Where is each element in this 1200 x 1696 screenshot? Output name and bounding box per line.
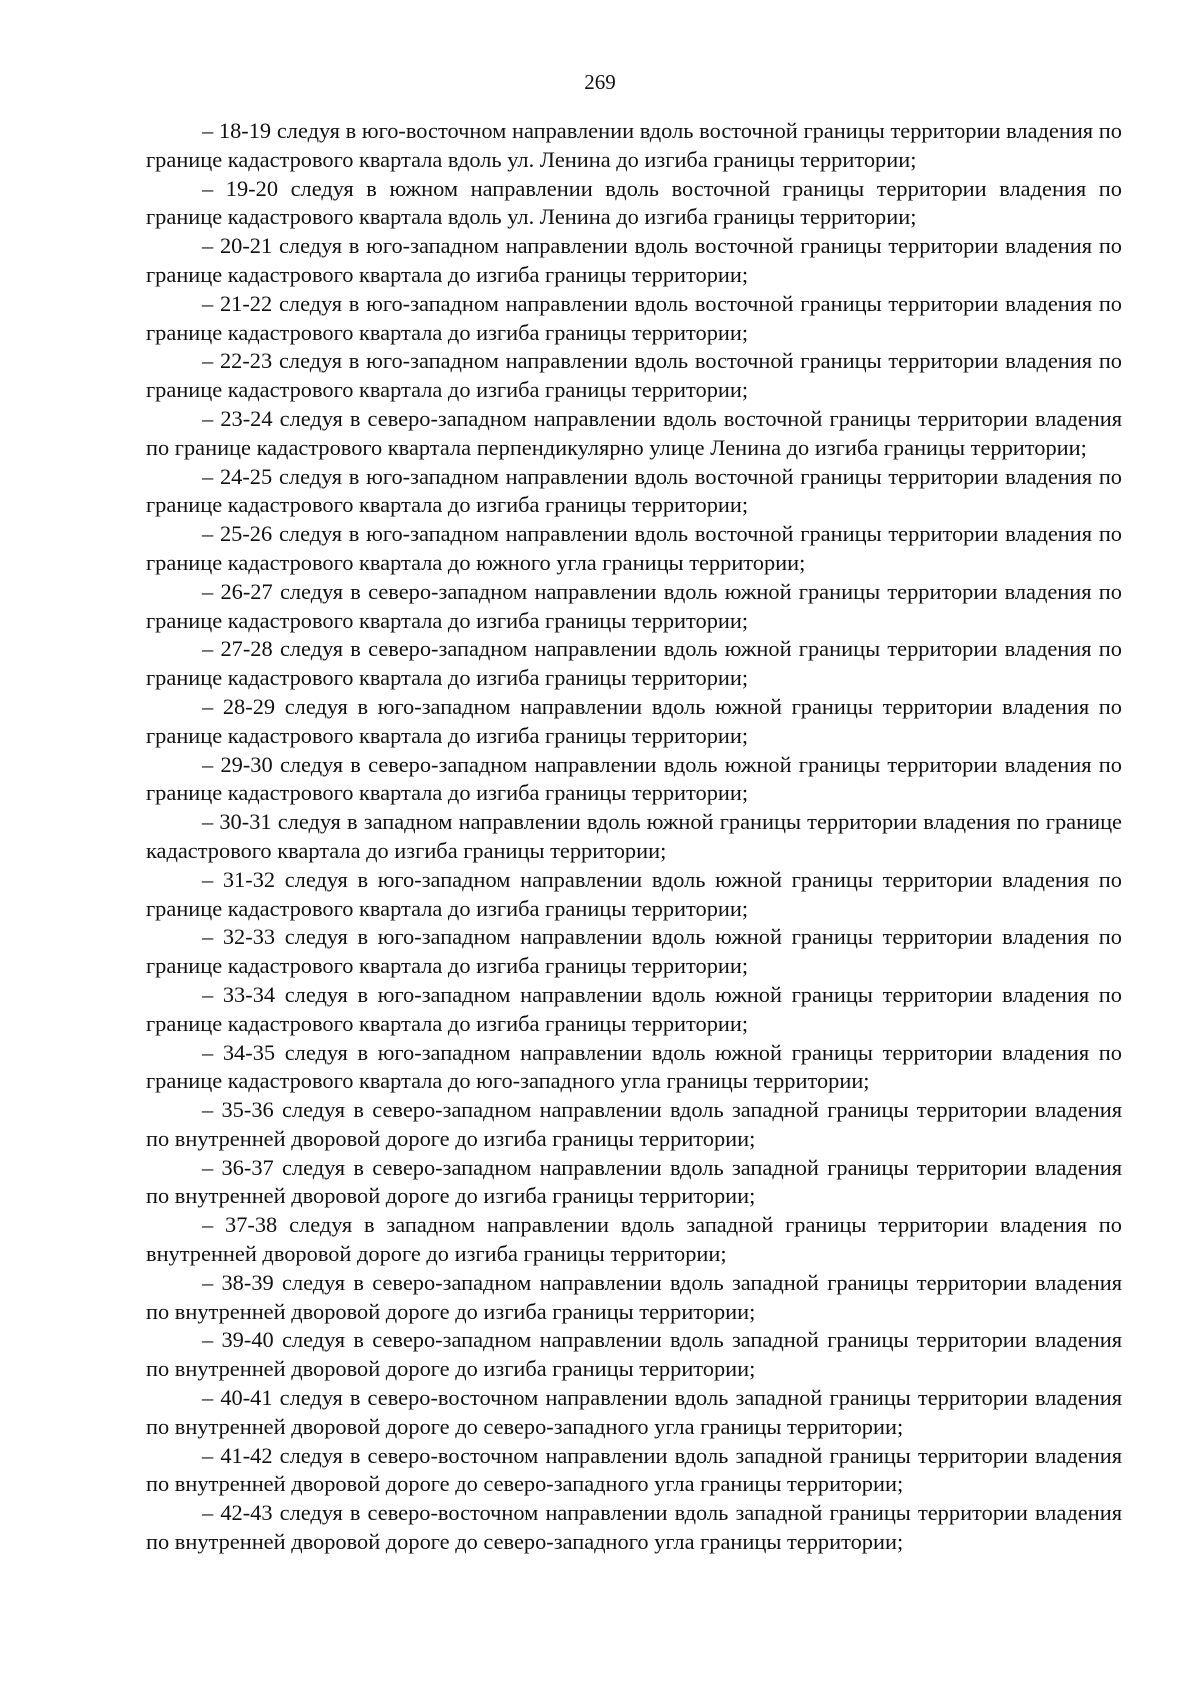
boundary-segment-paragraph: – 42-43 следуя в северо-восточном направлении вдоль западной границы территории владения по внутренней дворовой дороге до северо-западного угла границы территории; xyxy=(146,1500,1122,1555)
boundary-segment-paragraph: – 39-40 следуя в северо-западном направлении вдоль западной границы территории владения по внутренней дворовой дороге до изгиба границы территории; xyxy=(146,1327,1122,1382)
boundary-segment-paragraph: – 35-36 следуя в северо-западном направлении вдоль западной границы территории владения по внутренней дворовой дороге до изгиба границы территории; xyxy=(146,1097,1122,1151)
boundary-segment-paragraph: – 29-30 следуя в северо-западном направлении вдоль южной границы территории владения по границе кадастрового квартала до изгиба границы территории; xyxy=(146,751,1122,806)
boundary-segment-paragraph: – 38-39 следуя в северо-западном направлении вдоль западной границы территории владения по внутренней дворовой дороге до изгиба границы территории; xyxy=(146,1269,1122,1324)
boundary-segment-paragraph: – 28-29 следуя в юго-западном направлении вдоль южной границы территории владения по границе кадастрового квартала до изгиба границы территории; xyxy=(146,693,1122,748)
boundary-segment-paragraph: – 33-34 следуя в юго-западном направлении вдоль южной границы территории владения по границе кадастрового квартала до изгиба границы территории; xyxy=(146,981,1122,1036)
boundary-segment-paragraph: – 20-21 следуя в юго-западном направлении вдоль восточной границы территории владения по границе кадастрового квартала до изгиба границы территории; xyxy=(146,233,1122,287)
boundary-segment-paragraph: – 37-38 следуя в западном направлении вдоль западной границы территории владения по внутренней дворовой дороге до изгиба границы территории; xyxy=(146,1212,1122,1267)
boundary-segment-paragraph: – 40-41 следуя в северо-восточном направлении вдоль западной границы территории владения по внутренней дворовой дороге до северо-западного угла границы территории; xyxy=(146,1385,1122,1439)
boundary-segment-paragraph: – 18-19 следуя в юго-восточном направлении вдоль восточной границы территории владения по границе кадастрового квартала вдоль ул. Ленина до изгиба границы территории; xyxy=(146,118,1122,172)
boundary-segment-paragraph: – 41-42 следуя в северо-восточном направлении вдоль западной границы территории владения по внутренней дворовой дороге до северо-западного угла границы территории; xyxy=(146,1442,1122,1497)
boundary-segment-paragraph: – 34-35 следуя в юго-западном направлении вдоль южной границы территории владения по границе кадастрового квартала до юго-западного угла границы территории; xyxy=(146,1039,1122,1094)
boundary-segment-paragraph: – 36-37 следуя в северо-западном направлении вдоль западной границы территории владения по внутренней дворовой дороге до изгиба границы территории; xyxy=(146,1154,1122,1209)
boundary-segment-paragraph: – 24-25 следуя в юго-западном направлении вдоль восточной границы территории владения по границе кадастрового квартала до изгиба границы территории; xyxy=(146,463,1122,518)
boundary-segment-paragraph: – 19-20 следуя в южном направлении вдоль восточной границы территории владения по границе кадастрового квартала вдоль ул. Ленина до изгиба границы территории; xyxy=(146,175,1122,230)
boundary-segment-paragraph: – 22-23 следуя в юго-западном направлении вдоль восточной границы территории владения по границе кадастрового квартала до изгиба границы территории; xyxy=(146,348,1122,403)
boundary-segment-paragraph: – 32-33 следуя в юго-западном направлении вдоль южной границы территории владения по границе кадастрового квартала до изгиба границы территории; xyxy=(146,924,1122,979)
boundary-segment-paragraph: – 21-22 следуя в юго-западном направлении вдоль восточной границы территории владения по границе кадастрового квартала до изгиба границы территории; xyxy=(146,290,1122,345)
document-body xyxy=(146,117,1122,1557)
boundary-segment-paragraph: – 27-28 следуя в северо-западном направлении вдоль южной границы территории владения по границе кадастрового квартала до изгиба границы территории; xyxy=(146,636,1122,691)
boundary-segment-paragraph: – 31-32 следуя в юго-западном направлении вдоль южной границы территории владения по границе кадастрового квартала до изгиба границы территории; xyxy=(146,866,1122,921)
page-number: 269 xyxy=(584,70,616,94)
boundary-segment-paragraph: – 30-31 следуя в западном направлении вдоль южной границы территории владения по границе кадастрового квартала до изгиба границы территории; xyxy=(146,809,1122,863)
boundary-segment-paragraph: – 25-26 следуя в юго-западном направлении вдоль восточной границы территории владения по границе кадастрового квартала до южного угла границы территории; xyxy=(146,521,1122,575)
boundary-segment-paragraph: – 23-24 следуя в северо-западном направлении вдоль восточной границы территории владения по границе кадастрового квартала перпендикулярно улице Ленина до изгиба границы территории; xyxy=(146,405,1122,460)
boundary-segment-paragraph: – 26-27 следуя в северо-западном направлении вдоль южной границы территории владения по границе кадастрового квартала до изгиба границы территории; xyxy=(146,578,1122,633)
